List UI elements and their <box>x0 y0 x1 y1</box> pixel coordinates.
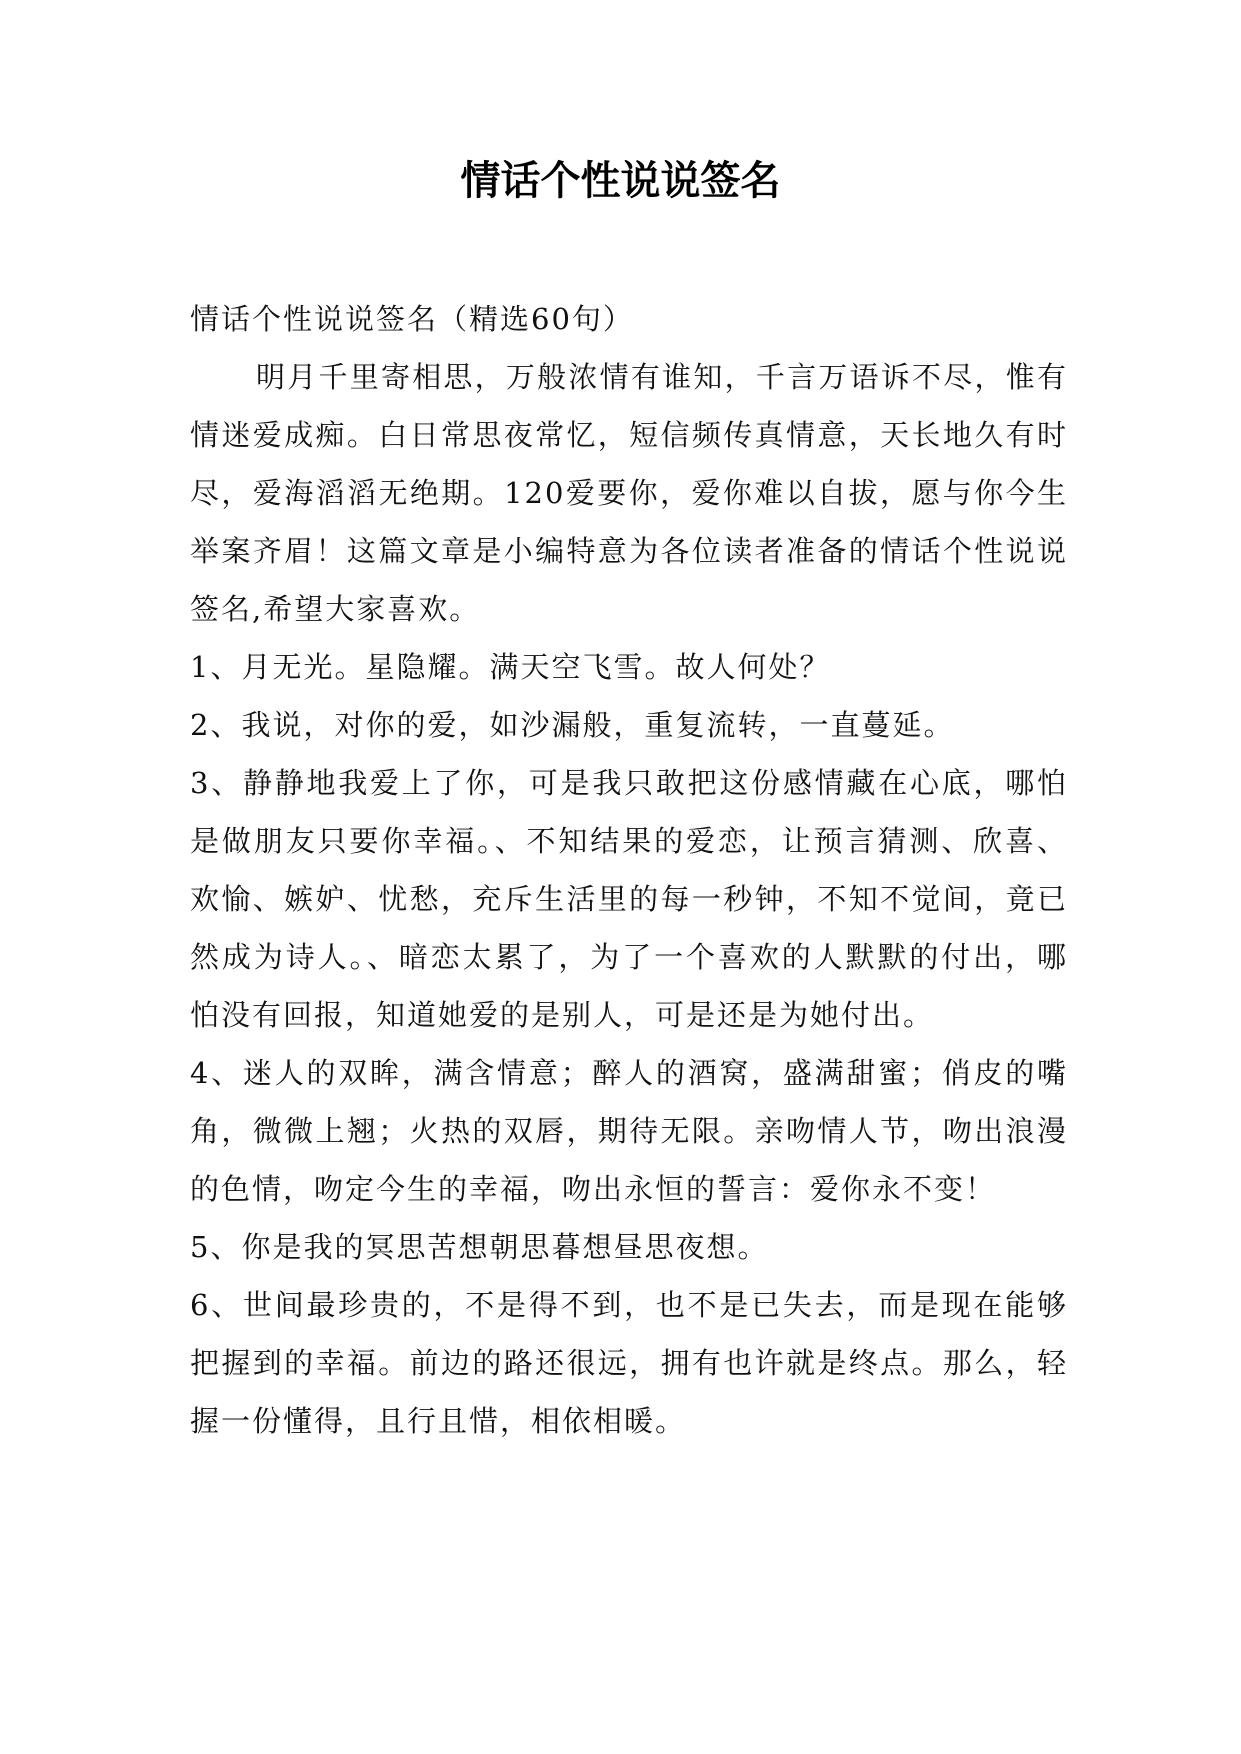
list-item: 2、我说，对你的爱，如沙漏般，重复流转，一直蔓延。 <box>190 708 955 742</box>
list-item: 6、世间最珍贵的，不是得不到，也不是已失去，而是现在能够把握到的幸福。前边的路还很远，拥有也许就是终点。那么，轻握一份懂得，且行且惜，相依相暖。 <box>190 1288 1068 1438</box>
intro-paragraph: 明月千里寄相思，万般浓情有谁知，千言万语诉不尽，惟有情迷爱成痴。白日常思夜常忆，短信频传真情意，天长地久有时尽，爱海滔滔无绝期。120爱要你，爱你难以自拔，愿与你今生举案齐眉！这篇文章是小编特意为各位读者准备的情话个性说说签名,希望大家喜欢。 <box>190 360 1068 626</box>
document-subtitle: 情话个性说说签名（精选60句） <box>190 302 634 336</box>
list-item: 3、静静地我爱上了你，可是我只敢把这份感情藏在心底，哪怕是做朋友只要你幸福。、不知结果的爱恋，让预言猜测、欣喜、欢愉、嫉妒、忧愁，充斥生活里的每一秒钟，不知不觉间，竟已然成为诗人。、暗恋太累了，为了一个喜欢的人默默的付出，哪怕没有回报，知道她爱的是别人，可是还是为她付出。 <box>190 766 1068 1032</box>
document-body <box>190 290 1068 1450</box>
list-item: 1、月无光。星隐耀。满天空飞雪。故人何处？ <box>190 650 831 684</box>
list-item: 4、迷人的双眸，满含情意；醉人的酒窝，盛满甜蜜；俏皮的嘴角，微微上翘；火热的双唇，期待无限。亲吻情人节，吻出浪漫的色情，吻定今生的幸福，吻出永恒的誓言：爱你永不变！ <box>190 1056 1068 1206</box>
list-item: 5、你是我的冥思苦想朝思暮想昼思夜想。 <box>190 1230 769 1264</box>
document-title: 情话个性说说签名 <box>460 158 781 204</box>
